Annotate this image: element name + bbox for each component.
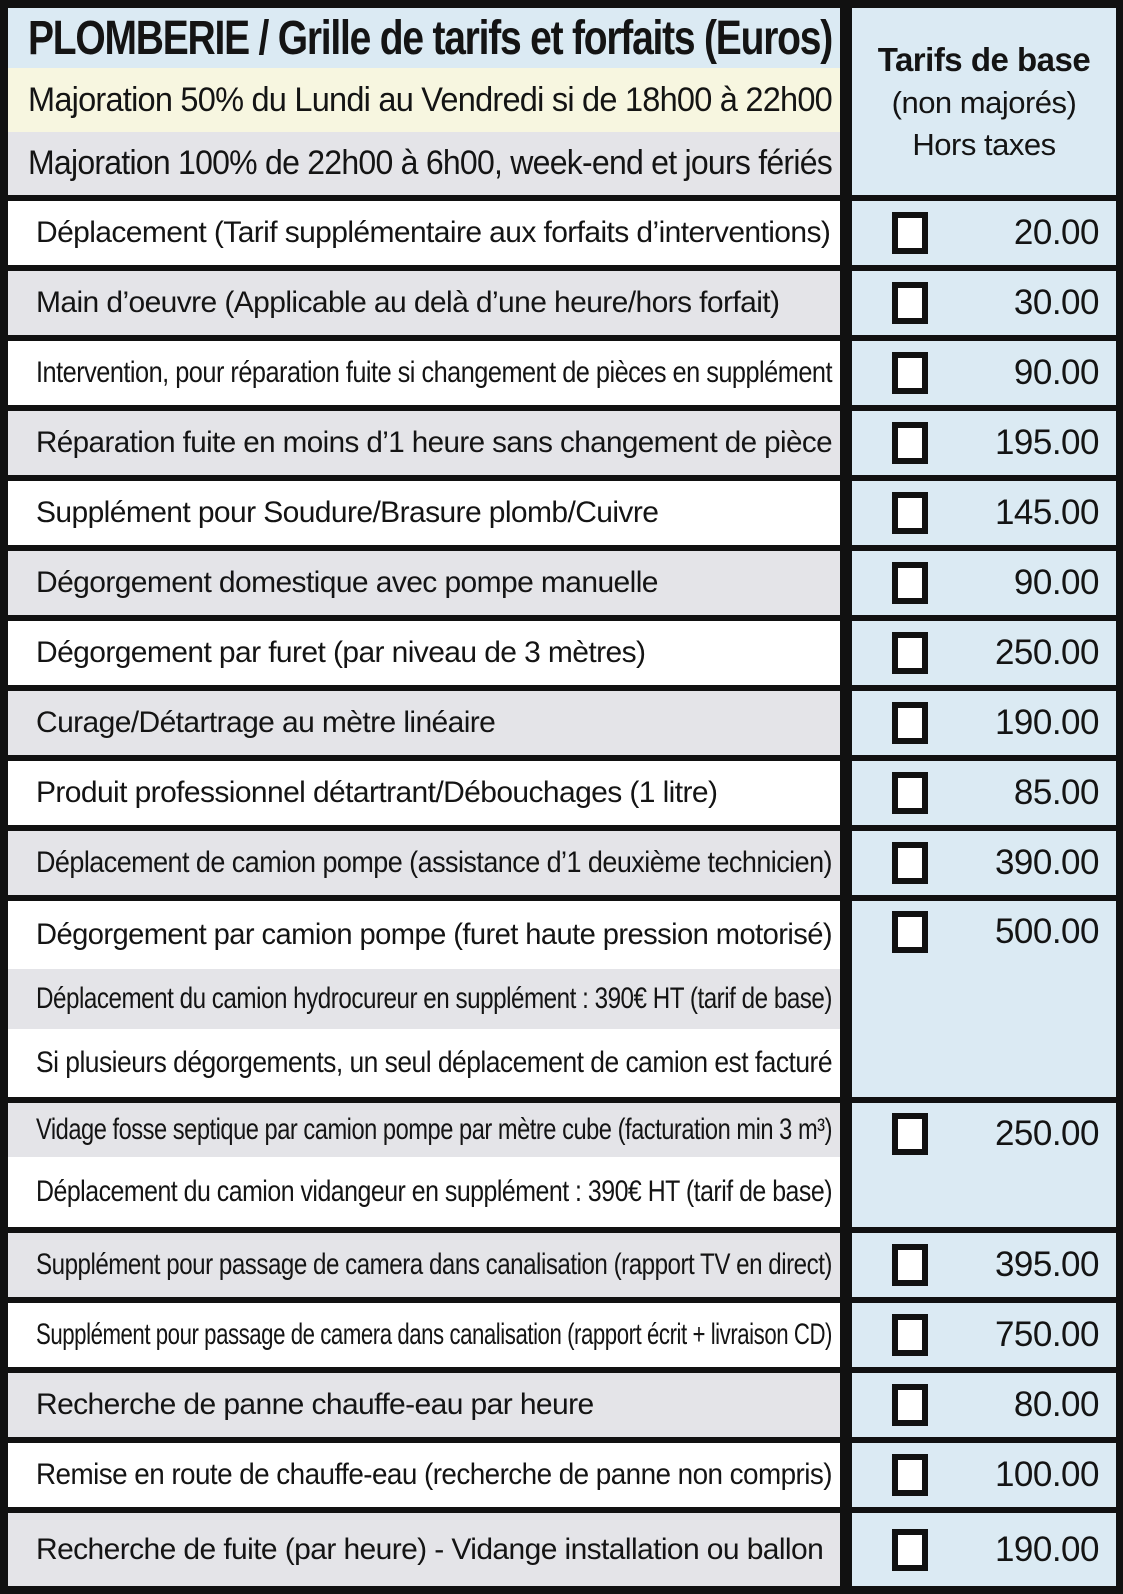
service-label-line <box>8 1303 840 1367</box>
price-value: 190.00 <box>994 703 1099 742</box>
service-label: Remise en route de chauffe-eau (recherche de panne non compris) <box>36 1458 832 1491</box>
service-label-line <box>8 831 840 895</box>
surcharge-note-1: Majoration 50% du Lundi au Vendredi si de 18h00 à 22h00 <box>28 80 832 119</box>
service-label: Dégorgement par furet (par niveau de 3 mètres) <box>36 636 646 669</box>
price-line <box>852 352 1116 394</box>
tariff-row <box>8 341 1116 405</box>
service-label-line <box>8 271 840 335</box>
price-checkbox[interactable] <box>892 702 928 744</box>
service-cell <box>8 831 840 895</box>
price-line <box>852 282 1116 324</box>
service-label-line <box>8 1373 840 1437</box>
price-checkbox[interactable] <box>892 842 928 884</box>
price-line <box>852 1314 1116 1356</box>
price-checkbox[interactable] <box>892 632 928 674</box>
price-cell <box>852 901 1116 1097</box>
service-label-line <box>8 1513 840 1586</box>
tariff-row <box>8 1513 1116 1586</box>
price-column-subtitle-1: (non majorés) <box>891 84 1077 120</box>
service-label-line <box>8 201 840 265</box>
service-label: Dégorgement par camion pompe (furet haute pression motorisé) <box>36 918 832 951</box>
price-value: 195.00 <box>994 423 1099 462</box>
price-line <box>852 1454 1116 1496</box>
price-cell <box>852 481 1116 545</box>
service-cell <box>8 551 840 615</box>
page-title: PLOMBERIE / Grille de tarifs et forfaits (Euros) <box>28 11 832 65</box>
service-cell <box>8 1513 840 1586</box>
service-label: Supplément pour Soudure/Brasure plomb/Cuivre <box>36 496 659 529</box>
surcharge-note-2: Majoration 100% de 22h00 à 6h00, week-end et jours fériés <box>28 144 832 182</box>
service-label: Déplacement (Tarif supplémentaire aux forfaits d’interventions) <box>36 216 831 249</box>
price-line <box>852 702 1116 744</box>
price-value: 145.00 <box>994 493 1099 532</box>
price-cell <box>852 621 1116 685</box>
price-column-header <box>852 8 1116 195</box>
service-cell <box>8 481 840 545</box>
price-cell <box>852 1513 1116 1586</box>
service-cell <box>8 901 840 1097</box>
price-value: 30.00 <box>1013 283 1099 322</box>
price-cell <box>852 271 1116 335</box>
price-value: 750.00 <box>994 1315 1099 1354</box>
service-label: Main d’oeuvre (Applicable au delà d’une heure/hors forfait) <box>36 286 780 319</box>
price-line <box>852 1529 1116 1571</box>
price-checkbox[interactable] <box>892 1454 928 1496</box>
service-cell <box>8 761 840 825</box>
service-cell <box>8 411 840 475</box>
price-checkbox[interactable] <box>892 772 928 814</box>
price-checkbox[interactable] <box>892 492 928 534</box>
sheet-title-band <box>8 8 840 68</box>
price-checkbox[interactable] <box>892 1384 928 1426</box>
price-value: 500.00 <box>994 912 1099 951</box>
service-cell <box>8 201 840 265</box>
service-label-line <box>8 1443 840 1507</box>
price-line <box>852 842 1116 884</box>
price-column-title: Tarifs de base <box>877 40 1091 78</box>
price-cell <box>852 411 1116 475</box>
service-cell <box>8 1443 840 1507</box>
tariff-row <box>8 201 1116 265</box>
price-cell <box>852 691 1116 755</box>
service-label-line <box>8 761 840 825</box>
service-label: Dégorgement domestique avec pompe manuelle <box>36 566 658 599</box>
price-cell <box>852 551 1116 615</box>
price-cell <box>852 761 1116 825</box>
price-checkbox[interactable] <box>892 352 928 394</box>
price-checkbox[interactable] <box>892 1113 928 1155</box>
price-cell <box>852 1373 1116 1437</box>
price-value: 80.00 <box>1013 1385 1099 1424</box>
price-cell <box>852 1103 1116 1227</box>
service-note-line <box>8 1029 840 1097</box>
price-value: 20.00 <box>1013 213 1099 252</box>
price-value: 250.00 <box>994 633 1099 672</box>
service-label: Déplacement de camion pompe (assistance d’1 deuxième technicien) <box>36 846 832 879</box>
surcharge-note-2-band <box>8 132 840 195</box>
service-label-line <box>8 901 840 969</box>
price-checkbox[interactable] <box>892 212 928 254</box>
price-value: 100.00 <box>994 1455 1099 1494</box>
service-note: Déplacement du camion hydrocureur en supplément : 390€ HT (tarif de base) <box>36 982 832 1015</box>
price-checkbox[interactable] <box>892 911 928 953</box>
surcharge-note-1-band <box>8 68 840 132</box>
service-label: Supplément pour passage de camera dans canalisation (rapport écrit + livraison CD) <box>36 1318 832 1351</box>
price-checkbox[interactable] <box>892 422 928 464</box>
service-cell <box>8 341 840 405</box>
tariff-table <box>8 8 1116 1586</box>
tariff-row <box>8 1233 1116 1297</box>
service-note: Déplacement du camion vidangeur en supplément : 390€ HT (tarif de base) <box>36 1175 832 1208</box>
service-cell <box>8 1373 840 1437</box>
price-line <box>852 562 1116 604</box>
tariff-row <box>8 901 1116 1097</box>
service-note: Si plusieurs dégorgements, un seul déplacement de camion est facturé <box>36 1046 832 1079</box>
service-label-line <box>8 621 840 685</box>
price-cell <box>852 341 1116 405</box>
service-label: Supplément pour passage de camera dans canalisation (rapport TV en direct) <box>36 1248 832 1281</box>
service-label-line <box>8 411 840 475</box>
price-checkbox[interactable] <box>892 562 928 604</box>
price-line <box>852 1244 1116 1286</box>
service-label: Vidage fosse septique par camion pompe par mètre cube (facturation min 3 m³) <box>36 1113 832 1146</box>
price-line <box>852 1384 1116 1426</box>
price-cell <box>852 1233 1116 1297</box>
service-cell <box>8 271 840 335</box>
service-label: Recherche de panne chauffe-eau par heure <box>36 1388 594 1421</box>
table-header-row <box>8 8 1116 195</box>
price-value: 190.00 <box>994 1529 1099 1569</box>
service-label: Curage/Détartrage au mètre linéaire <box>36 706 496 739</box>
service-cell <box>8 621 840 685</box>
price-checkbox[interactable] <box>892 1314 928 1356</box>
price-value: 395.00 <box>994 1245 1099 1284</box>
tariff-row <box>8 621 1116 685</box>
tariff-row <box>8 831 1116 895</box>
price-line <box>852 911 1116 953</box>
price-value: 390.00 <box>994 843 1099 882</box>
header-left <box>8 8 840 195</box>
service-label-line <box>8 1103 840 1157</box>
price-checkbox[interactable] <box>892 1244 928 1286</box>
price-line <box>852 1113 1116 1155</box>
tariff-row <box>8 1373 1116 1437</box>
service-cell <box>8 691 840 755</box>
price-line <box>852 212 1116 254</box>
price-cell <box>852 1303 1116 1367</box>
service-label: Produit professionnel détartrant/Débouchages (1 litre) <box>36 776 718 809</box>
tariff-row <box>8 691 1116 755</box>
price-line <box>852 772 1116 814</box>
price-checkbox[interactable] <box>892 1529 928 1571</box>
price-line <box>852 422 1116 464</box>
service-cell <box>8 1233 840 1297</box>
service-label-line <box>8 551 840 615</box>
tariff-row <box>8 761 1116 825</box>
price-cell <box>852 831 1116 895</box>
service-label: Réparation fuite en moins d’1 heure sans changement de pièce <box>36 426 832 459</box>
price-value: 85.00 <box>1013 773 1099 812</box>
service-cell <box>8 1303 840 1367</box>
price-cell <box>852 201 1116 265</box>
tariff-row <box>8 1443 1116 1507</box>
tariff-row <box>8 1303 1116 1367</box>
service-note-line <box>8 969 840 1029</box>
service-label: Intervention, pour réparation fuite si changement de pièces en supplément <box>36 356 832 389</box>
service-label-line <box>8 1233 840 1297</box>
service-label-line <box>8 341 840 405</box>
service-label-line <box>8 691 840 755</box>
price-checkbox[interactable] <box>892 282 928 324</box>
service-note-line <box>8 1157 840 1227</box>
tariff-row <box>8 1103 1116 1227</box>
service-cell <box>8 1103 840 1227</box>
service-label-line <box>8 481 840 545</box>
service-label: Recherche de fuite (par heure) - Vidange installation ou ballon <box>36 1532 824 1566</box>
price-value: 90.00 <box>1013 353 1099 392</box>
price-value: 90.00 <box>1013 563 1099 602</box>
tariff-row <box>8 411 1116 475</box>
tariff-row <box>8 551 1116 615</box>
tariff-row <box>8 271 1116 335</box>
price-value: 250.00 <box>994 1114 1099 1153</box>
price-cell <box>852 1443 1116 1507</box>
price-line <box>852 632 1116 674</box>
price-line <box>852 492 1116 534</box>
tariff-row <box>8 481 1116 545</box>
price-column-subtitle-2: Hors taxes <box>912 126 1056 162</box>
